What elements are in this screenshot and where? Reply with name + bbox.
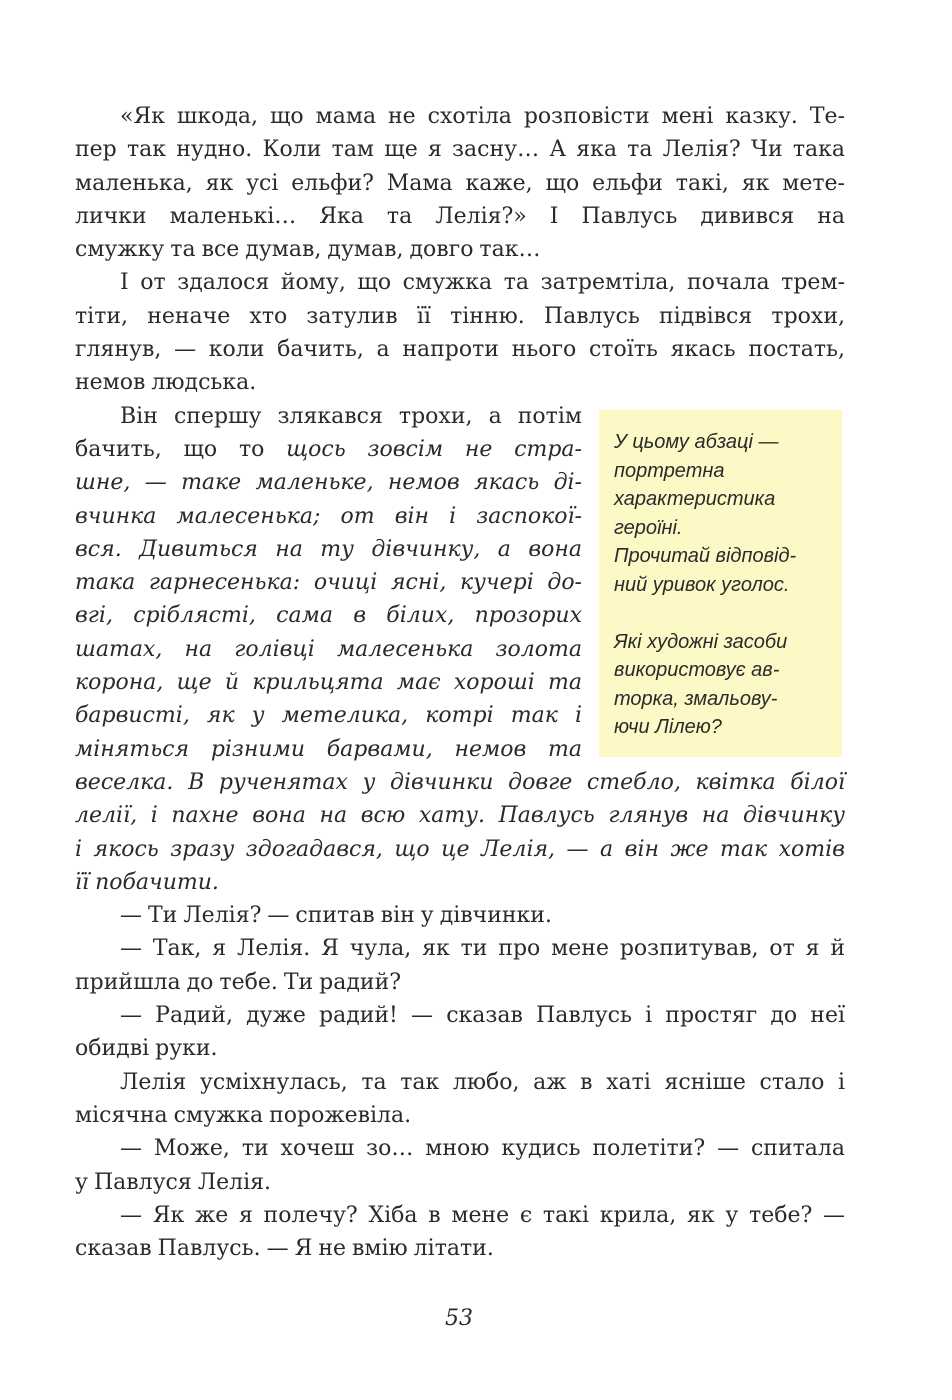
- text-line: шатах, на голівці малесенька золота: [75, 636, 582, 662]
- text-line: немов людська.: [75, 370, 257, 396]
- text-line: така гарнесенька: очиці ясні, кучері до-: [75, 570, 582, 596]
- text-line: пер так нудно. Коли там ще я засну… А яка та Лелія? Чи така: [75, 137, 845, 163]
- paragraph: [75, 1199, 845, 1266]
- text-line: лелії, і пахне вона на всю хату. Павлусь глянув на дівчинку: [75, 803, 845, 829]
- text-line: обидві руки.: [75, 1036, 218, 1062]
- text-line: глянув, — коли бачить, а напроти нього стоїть якась постать,: [75, 337, 845, 363]
- paragraph: [75, 100, 845, 266]
- text-line: Він спершу злякався трохи, а потім: [120, 403, 582, 429]
- text-line: Лелія усміхнулась, та так любо, аж в хаті ясніше стало і: [120, 1069, 845, 1095]
- text-line: і якось зразу здогадався, що це Лелія, — а він же так хотів: [75, 836, 845, 862]
- text-line: барвисті, як у метелика, котрі так і: [75, 703, 582, 729]
- note-line: ний уривок уголос.: [614, 573, 790, 596]
- paragraph: [75, 1132, 845, 1199]
- paragraph: [75, 266, 845, 399]
- text-line: шне, — таке маленьке, немов якась ді-: [75, 470, 582, 496]
- note-line: У цьому абзаці —: [614, 431, 779, 453]
- note-spacer: [614, 599, 832, 628]
- text-line: — Може, ти хочеш зо… мною кудись полетіти? — спитала: [120, 1136, 845, 1162]
- text-line: — Як же я полечу? Хіба в мене є такі крила, як у тебе? —: [120, 1202, 845, 1228]
- text-line: І от здалося йому, що смужка та затремтіла, почала трем-: [120, 270, 845, 296]
- text-line: смужку та все думав, думав, довго так…: [75, 237, 541, 263]
- italic-fragment: щось зовсім не стра-: [286, 436, 582, 462]
- margin-note-box: [599, 410, 842, 757]
- paragraph: [75, 1066, 845, 1133]
- text-fragment: бачить, що то: [75, 436, 287, 462]
- text-line: місячна смужка порожевіла.: [75, 1102, 412, 1128]
- text-line: у Павлуся Лелія.: [75, 1169, 271, 1195]
- text-line: вся. Дивиться на ту дівчинку, а вона: [75, 536, 582, 562]
- text-line: корона, ще й крильцята має хороші та: [75, 670, 582, 696]
- note-line: Які художні засоби: [614, 630, 788, 653]
- note-line: використовує ав-: [614, 659, 780, 681]
- text-line: маленька, як усі ельфи? Мама каже, що ельфи такі, як мете-: [75, 170, 845, 196]
- text-line: прийшла до тебе. Ти радий?: [75, 969, 402, 995]
- paragraph: [75, 999, 845, 1066]
- text-line: тіти, неначе хто затулив її тінню. Павлусь підвівся трохи,: [75, 303, 845, 329]
- text-line: міняться різними барвами, немов та: [75, 736, 582, 762]
- text-line: вгі, сріблясті, сама в білих, прозорих: [75, 603, 582, 629]
- paragraph: [75, 899, 845, 932]
- note-line: героїні.: [614, 516, 683, 539]
- text-line: її побачити.: [75, 869, 219, 895]
- text-line: — Радий, дуже радий! — сказав Павлусь і простяг до неї: [120, 1003, 845, 1029]
- note-line: Прочитай відповід-: [614, 545, 797, 567]
- text-line: — Так, я Лелія. Я чула, як ти про мене розпитував, от я й: [120, 936, 845, 962]
- note-line: ючи Лілею?: [614, 716, 722, 738]
- note-line: портретна: [614, 459, 725, 482]
- text-line: «Як шкода, що мама не схотіла розповісти мені казку. Те-: [120, 104, 845, 129]
- paragraph: [75, 932, 845, 999]
- text-line: лички маленькі… Яка та Лелія?» І Павлусь дивився на: [75, 203, 845, 229]
- text-line: [75, 433, 582, 466]
- page-number: 53: [445, 1306, 473, 1331]
- text-line: вчинка малесенька; от він і заспокої-: [75, 503, 582, 529]
- text-line: сказав Павлусь. — Я не вмію літати.: [75, 1236, 494, 1262]
- note-line: торка, змальову-: [614, 687, 778, 710]
- note-line: характеристика: [614, 488, 776, 510]
- text-line: веселка. В рученятах у дівчинки довге стебло, квітка білої: [75, 769, 845, 795]
- text-line: — Ти Лелія? — спитав він у дівчинки.: [120, 903, 552, 929]
